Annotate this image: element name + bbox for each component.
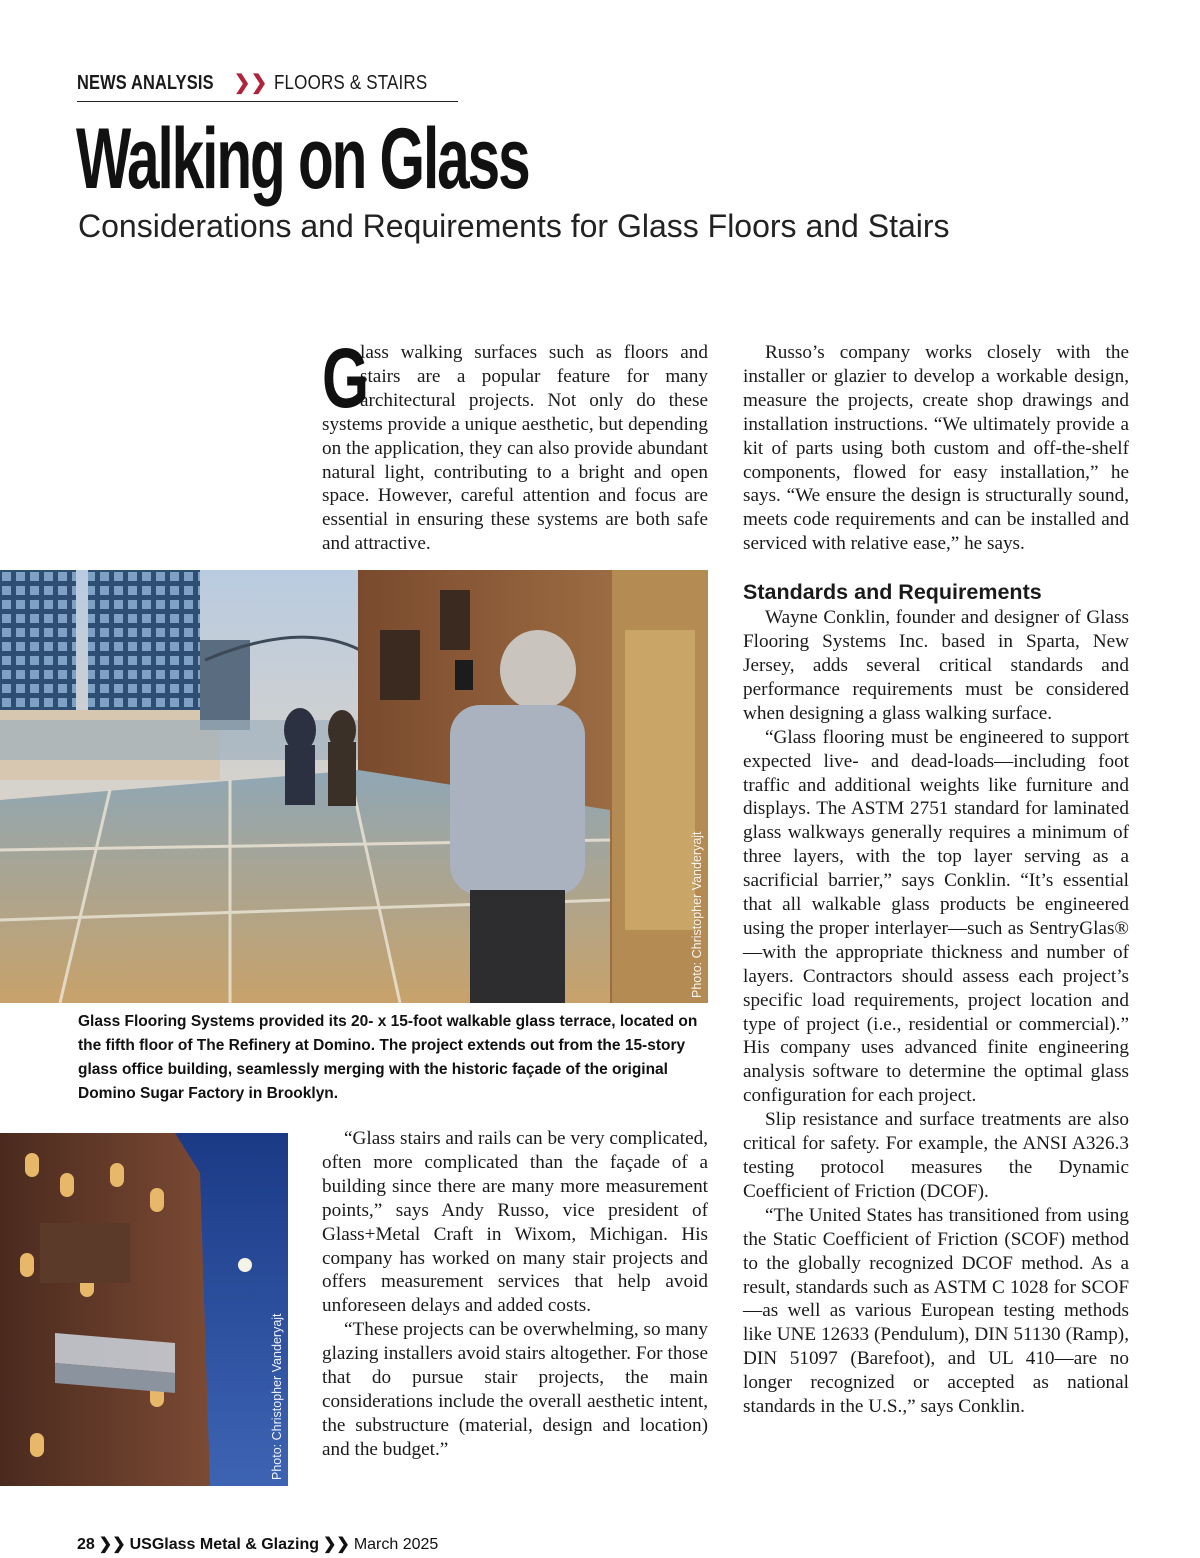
photo-caption: Glass Flooring Systems provided its 20- x 15-foot walkable glass terrace, located on the fifth floor of The Refinery at Domino. The project extends out from the 15-story glass office building, seamlessly merging with the historic façade of the original Domino Sugar Factory in Brooklyn. (78, 1013, 698, 1102)
glass-terrace-illustration (0, 570, 708, 1003)
page-number: 28 (77, 1536, 95, 1553)
intro-column (322, 331, 708, 556)
section-label: NEWS ANALYSIS (77, 72, 214, 94)
photo-credit-terrace: Photo: Christopher Vanderyajt (690, 831, 704, 998)
chevron-icon: ❯❯ (233, 72, 268, 94)
article-subtitle: Considerations and Requirements for Glass Floors and Stairs (78, 208, 950, 244)
chevron-icon: ❯❯ (323, 1536, 350, 1553)
chevron-icon: ❯❯ (98, 1536, 126, 1553)
domino-building-photo (0, 1133, 288, 1486)
body-paragraph: Russo’s company works closely with the installer or glazier to develop a workable design, measure the projects, create shop drawings and installation instructions. “We ultimately provide a kit of parts using both custom and off-the-shelf components, flowed for easy installation,” he says. “We ensure the design is structurally sound, meets code requirements and can be installed and serviced with relative ease,” he says. (743, 342, 1129, 555)
body-paragraph: “Glass flooring must be engineered to support expected live- and dead-loads—including foot traffic and additional weights like furniture and displays. The ASTM 2751 standard for laminated glass walkways generally requires a minimum of three layers, with the top layer serving as a sacrificial barrier,” says Conklin. “It’s essential that all walkable glass products be engineered using the proper interlayer—such as SentryGlas®—with the appropriate thickness and number of layers. Contractors should assess each project’s specific load requirements, project location and type of project (i.e., residential or commercial).” His company uses advanced finite engineering analysis software to determine the optimal glass configuration for each project. (743, 726, 1129, 1107)
body-paragraph: “These projects can be overwhelming, so many glazing installers avoid stairs altogether. For those that do pursue stair projects, the main considerations include the overall aesthetic intent, the substructure (material, design and location) and the budget.” (322, 1319, 708, 1460)
drop-cap: G (322, 331, 370, 425)
section-kicker (77, 70, 458, 102)
body-paragraph: Wayne Conklin, founder and designer of Glass Flooring Systems Inc. based in Sparta, New Jersey, adds several critical standards and performance requirements must be considered when designing a glass walking surface. (743, 607, 1129, 724)
right-column (743, 341, 1129, 1419)
photo-credit-building: Photo: Christopher Vanderyajt (270, 1313, 284, 1480)
issue-date: March 2025 (353, 1536, 439, 1553)
section-subhead: Standards and Requirements (743, 580, 1042, 605)
middle-column (322, 1127, 708, 1462)
page-footer (77, 1534, 438, 1554)
subsection-label: FLOORS & STAIRS (273, 72, 428, 94)
article-title: Walking on Glass (76, 111, 529, 207)
body-paragraph: “Glass stairs and rails can be very complicated, often more complicated than the façade of a building since there are many more measurement points,” says Andy Russo, vice president of Glass+Metal Craft in Wixom, Michigan. His company has worked on many stair projects and offers measurement services that help avoid unforeseen delays and added costs. (322, 1128, 708, 1317)
body-paragraph: “The United States has transitioned from using the Static Coefficient of Friction (SCOF) method to the globally recognized DCOF method. As a result, standards such as ASTM C 1028 for SCOF—as well as various European testing methods like UNE 12633 (Pendulum), DIN 51130 (Ramp), DIN 51097 (Barefoot), and UL 410—are no longer recognized or accepted as national standards in the U.S.,” says Conklin. (743, 1204, 1129, 1418)
glass-terrace-photo (0, 570, 708, 1003)
magazine-name: USGlass Metal & Glazing (129, 1536, 319, 1553)
building-illustration (0, 1133, 288, 1486)
intro-paragraph: lass walking surfaces such as floors and stairs are a popular feature for many architectural projects. Not only do these systems provide a unique aesthetic, but depending on the application, they can also provide abundant natural light, contributing to a bright and open space. However, careful attention and focus are essential in ensuring these systems are both safe and attractive. (322, 342, 708, 555)
body-paragraph: Slip resistance and surface treatments are also critical for safety. For example, the ANSI A326.3 testing protocol measures the Dynamic Coefficient of Friction (DCOF). (743, 1109, 1129, 1202)
